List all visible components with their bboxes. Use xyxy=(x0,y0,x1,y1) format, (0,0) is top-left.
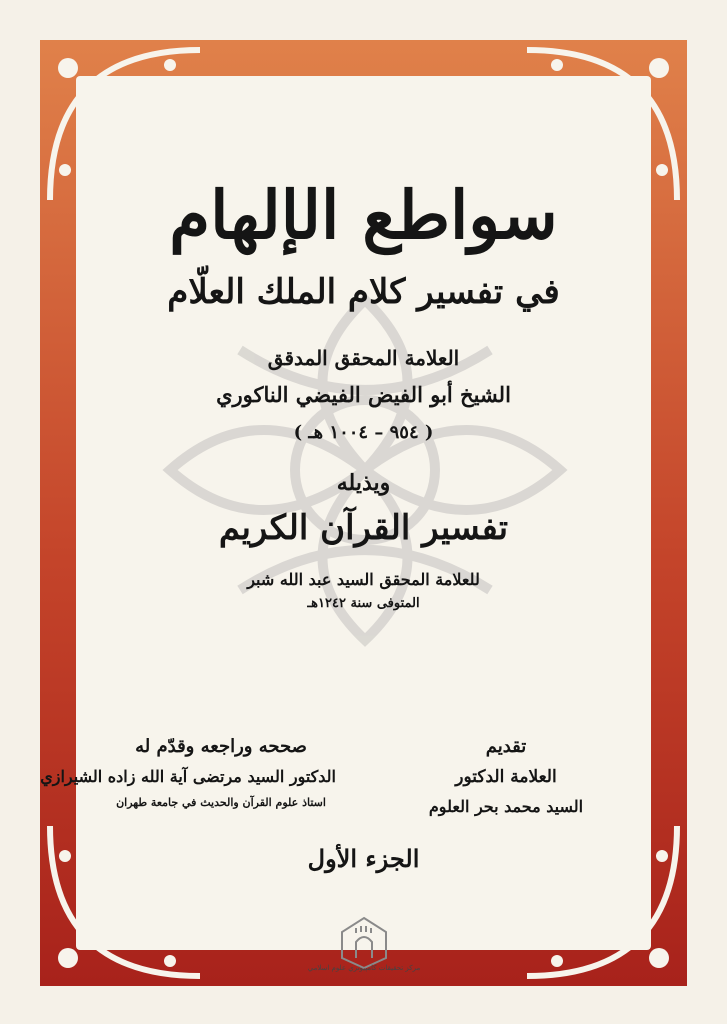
title-page xyxy=(40,76,651,972)
publisher-caption: مركز تحقيقات كامپيوتري علوم اسلامي xyxy=(307,964,421,972)
editor-name: الدكتور السيد مرتضى آية الله زاده الشيرازي xyxy=(40,767,336,786)
publisher-logo-icon xyxy=(334,912,394,972)
introduction-block xyxy=(391,736,621,816)
editor-position: استاذ علوم القرآن والحديث في جامعة طهران xyxy=(116,796,326,809)
author-epithet: العلامة المحقق المدقق xyxy=(267,346,460,370)
volume-label: الجزء الأول xyxy=(307,844,420,873)
editor-block xyxy=(40,736,336,809)
intro-name: السيد محمد بحر العلوم xyxy=(428,797,584,816)
appendix-intro: ويذيله xyxy=(336,470,391,496)
book-title: سواطع الإلهام xyxy=(169,176,558,254)
appendix-author: للعلامة المحقق السيد عبد الله شبر xyxy=(247,570,480,589)
intro-label: تقديم xyxy=(485,736,527,757)
editor-label: صححه وراجعه وقدّم له xyxy=(135,736,307,757)
author-name: الشيخ أبو الفيض الفيضي الناكوري xyxy=(216,382,511,407)
intro-title-line: العلامة الدكتور xyxy=(455,767,557,787)
author-dates: ( ٩٥٤ – ١٠٠٤ هـ ) xyxy=(293,422,434,443)
appendix-title: تفسير القرآن الكريم xyxy=(218,508,509,548)
book-subtitle: في تفسير كلام الملك العلّام xyxy=(167,272,560,312)
appendix-author-death: المتوفى سنة ١٢٤٢هـ xyxy=(307,596,420,611)
